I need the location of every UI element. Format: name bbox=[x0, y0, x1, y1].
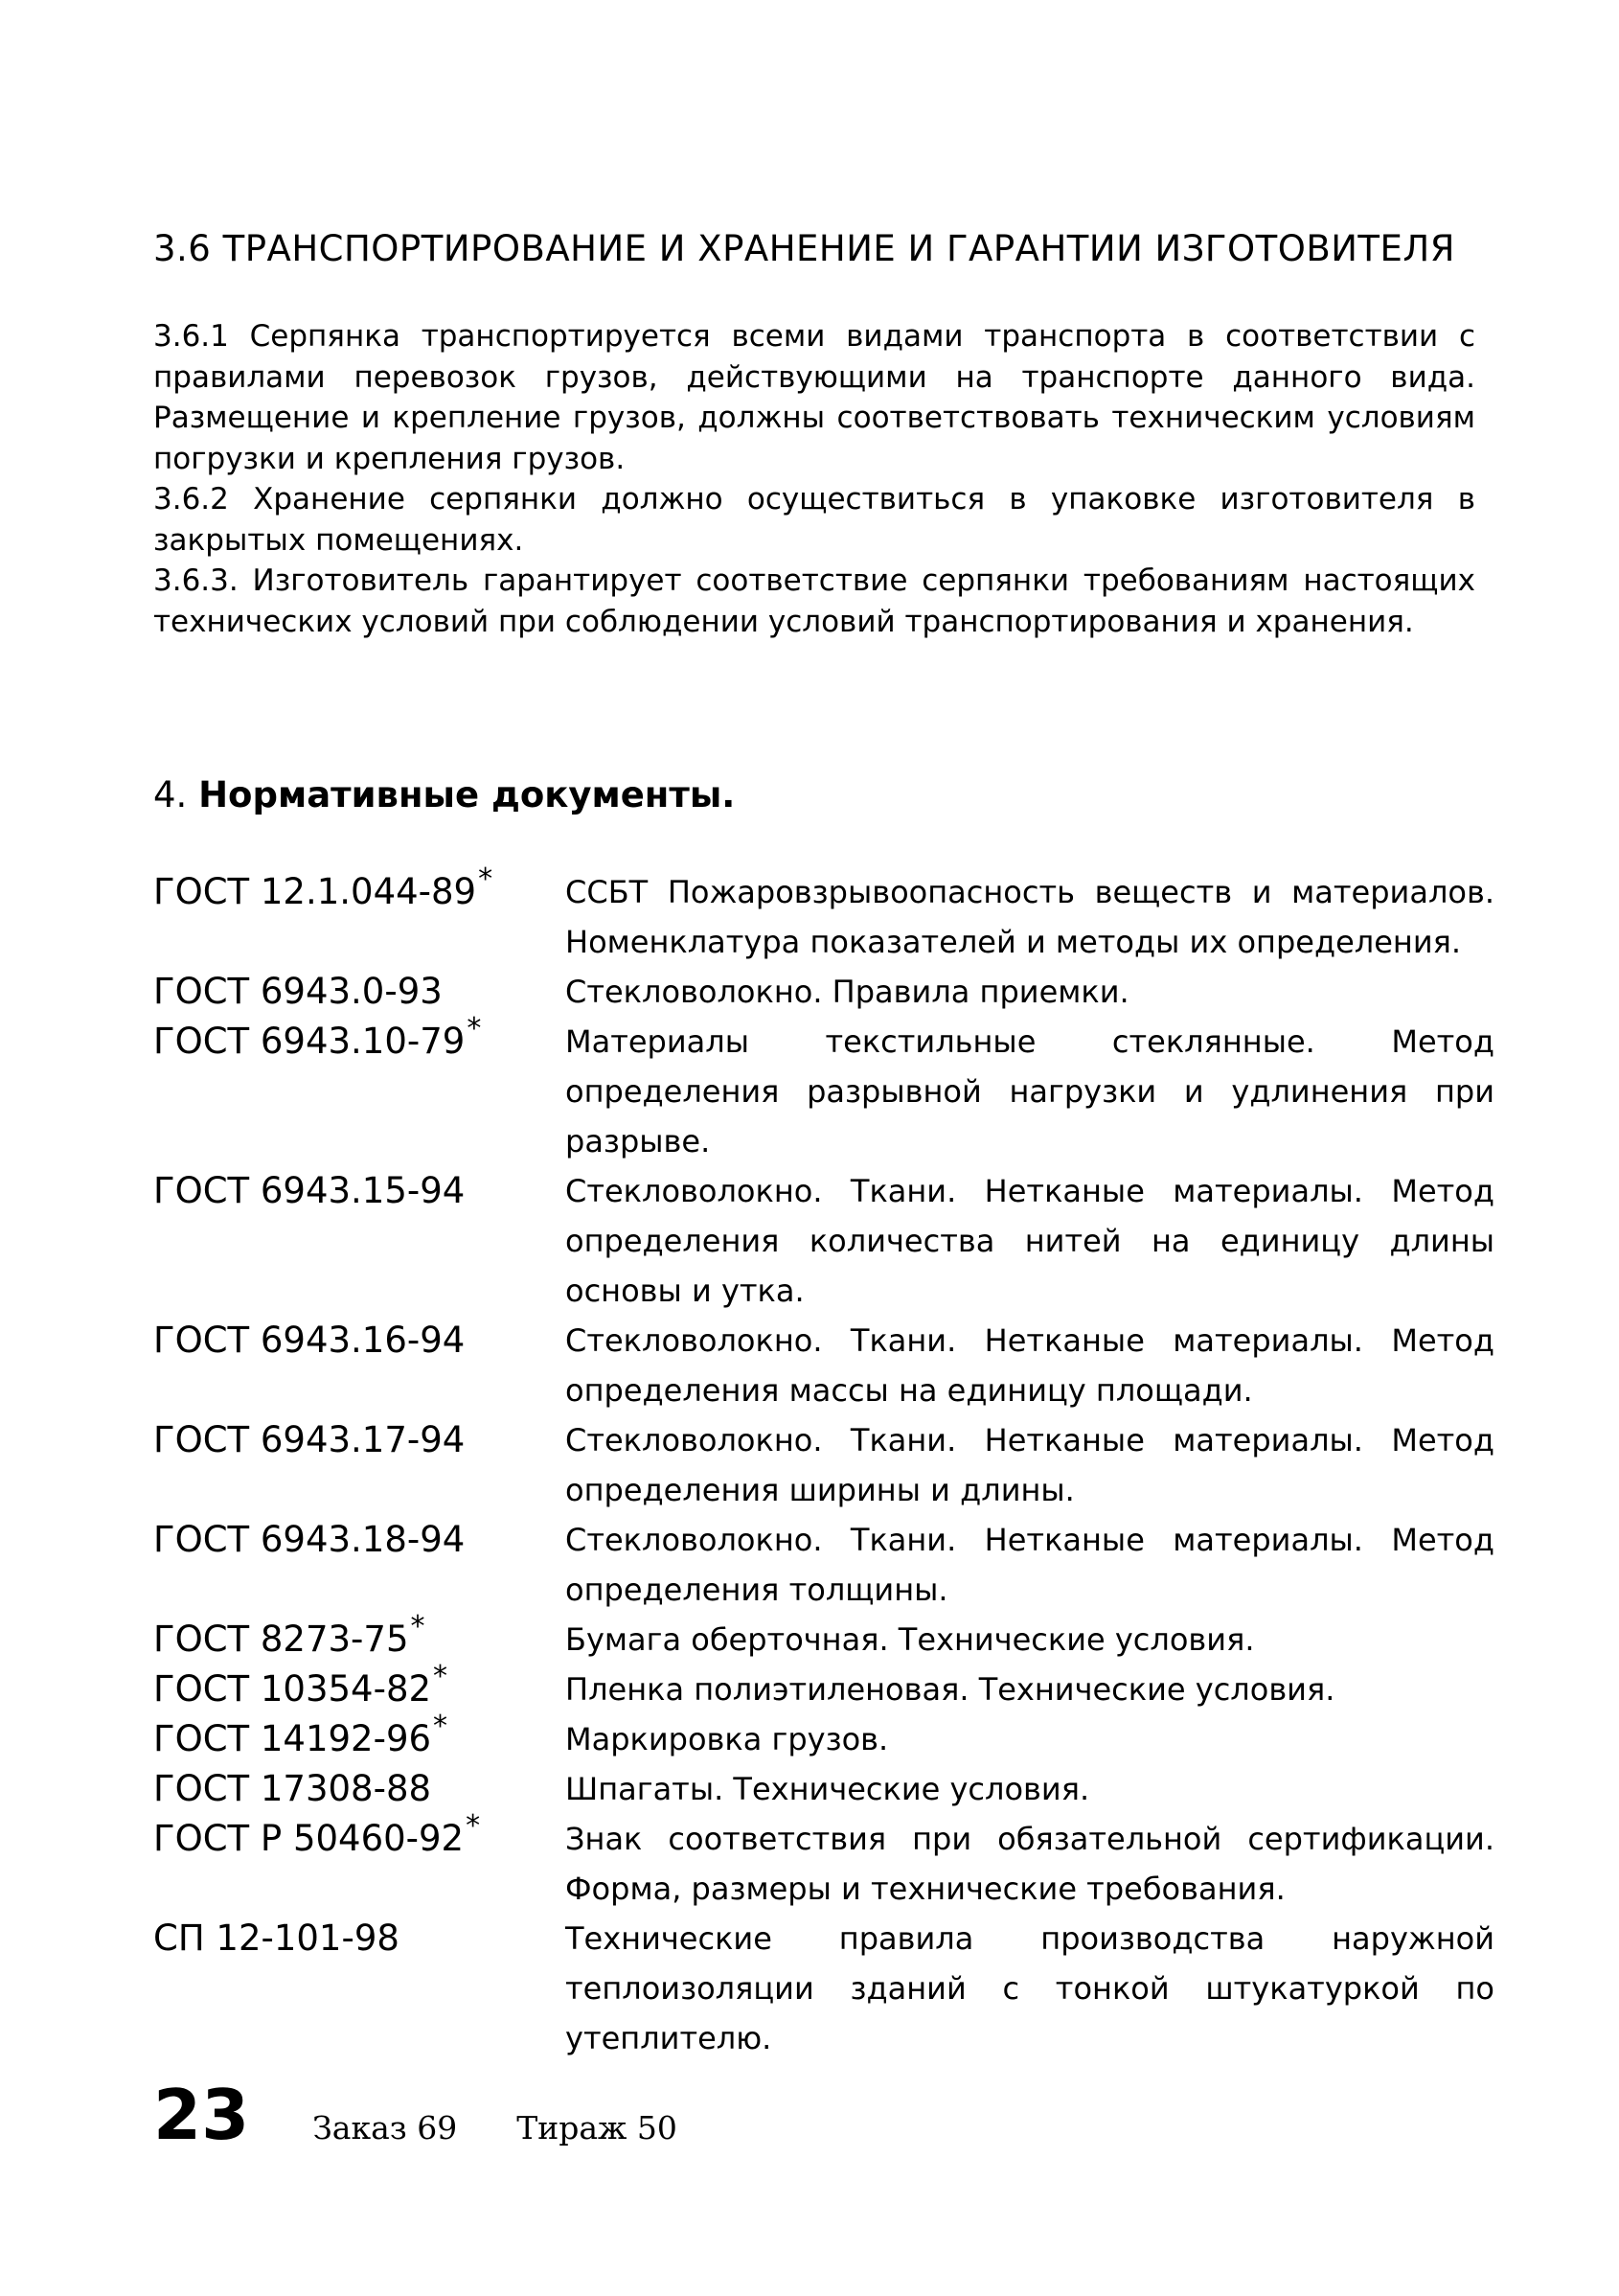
revision-asterisk-mark: * bbox=[467, 1012, 482, 1045]
document-description: Материалы текстильные стеклянные. Метод определения разрывной нагрузки и удлинения при разрыве. bbox=[565, 1023, 1494, 1159]
document-description: ССБТ Пожаровзрывоопасность веществ и материалов. Номенклатура показателей и методы их определения. bbox=[565, 874, 1494, 960]
revision-asterisk-mark: * bbox=[410, 1610, 425, 1643]
document-code-text: ГОСТ 6943.15-94 bbox=[153, 1170, 466, 1211]
document-code-text: ГОСТ 6943.0-93 bbox=[153, 971, 443, 1012]
revision-asterisk-mark: * bbox=[478, 862, 493, 896]
document-description: Стекловолокно. Ткани. Нетканые материалы. Метод определения массы на единицу площади. bbox=[565, 1322, 1494, 1409]
document-description: Пленка полиэтиленовая. Технические условия. bbox=[565, 1671, 1335, 1708]
document-description: Технические правила производства наружной теплоизоляции зданий с тонкой штукатуркой по утеплителю. bbox=[565, 1920, 1494, 2056]
print-run: Тираж 50 bbox=[516, 2109, 677, 2147]
document-code-text: ГОСТ 14192-96 bbox=[153, 1718, 432, 1759]
section-4-title: Нормативные документы. bbox=[198, 774, 736, 815]
document-row bbox=[153, 1012, 1494, 1166]
document-code bbox=[153, 1012, 565, 1166]
revision-asterisk-mark: * bbox=[433, 1710, 448, 1743]
document-row bbox=[153, 1415, 1494, 1515]
document-code bbox=[153, 1515, 565, 1615]
document-code-text: ГОСТ 6943.10-79 bbox=[153, 1021, 466, 1062]
page-number: 23 bbox=[153, 2075, 250, 2155]
document-code bbox=[153, 1660, 565, 1714]
section-3-6-body bbox=[153, 316, 1475, 642]
document-description: Маркировка грузов. bbox=[565, 1721, 889, 1757]
document-description: Стекловолокно. Ткани. Нетканые материалы. Метод определения количества нитей на единицу длины основы и утка. bbox=[565, 1173, 1494, 1309]
document-description: Шпагаты. Технические условия. bbox=[565, 1771, 1090, 1807]
section-4-heading bbox=[153, 774, 735, 815]
document-row bbox=[153, 1515, 1494, 1615]
document-description: Стекловолокно. Правила приемки. bbox=[565, 974, 1129, 1010]
document-code bbox=[153, 1914, 565, 2063]
document-code bbox=[153, 862, 565, 967]
section-4-number: 4. bbox=[153, 774, 188, 815]
document-code-text: ГОСТ Р 50460-92 bbox=[153, 1818, 465, 1859]
document-code bbox=[153, 1166, 565, 1316]
document-description: Стекловолокно. Ткани. Нетканые материалы. Метод определения толщины. bbox=[565, 1522, 1494, 1608]
document-code-text: СП 12-101-98 bbox=[153, 1917, 399, 1959]
document-code bbox=[153, 1415, 565, 1515]
revision-asterisk-mark: * bbox=[433, 1660, 448, 1693]
document-code-text: ГОСТ 6943.17-94 bbox=[153, 1419, 466, 1460]
normative-documents-list bbox=[153, 862, 1494, 2063]
document-code bbox=[153, 1764, 565, 1814]
paragraph-3-6-2: 3.6.2 Хранение серпянки должно осуществиться в упаковке изготовителя в закрытых помещениях. bbox=[153, 482, 1475, 558]
document-code bbox=[153, 967, 565, 1017]
document-row bbox=[153, 862, 1494, 967]
document-code-text: ГОСТ 10354-82 bbox=[153, 1668, 432, 1710]
document-code-text: ГОСТ 17308-88 bbox=[153, 1768, 432, 1809]
order-number: Заказ 69 bbox=[312, 2109, 458, 2147]
document-description: Знак соответствия при обязательной сертификации. Форма, размеры и технические требования. bbox=[565, 1821, 1494, 1907]
paragraph-3-6-1: 3.6.1 Серпянка транспортируется всеми видами транспорта в соответствии с правилами перевозок грузов, действующими на транспорте данного вида. Размещение и крепление грузов, должны соответствовать техническим условиям погрузки и крепления грузов. bbox=[153, 319, 1475, 476]
document-code bbox=[153, 1610, 565, 1665]
document-code-text: ГОСТ 6943.18-94 bbox=[153, 1519, 466, 1560]
document-code bbox=[153, 1710, 565, 1764]
document-description: Стекловолокно. Ткани. Нетканые материалы. Метод определения ширины и длины. bbox=[565, 1422, 1494, 1508]
document-row bbox=[153, 967, 1494, 1017]
document-code bbox=[153, 1316, 565, 1415]
document-row bbox=[153, 1764, 1494, 1814]
document-row bbox=[153, 1914, 1494, 2063]
section-3-6-title: 3.6 ТРАНСПОРТИРОВАНИЕ И ХРАНЕНИЕ И ГАРАНТИИ ИЗГОТОВИТЕЛЯ bbox=[153, 228, 1455, 269]
document-code bbox=[153, 1809, 565, 1914]
revision-asterisk-mark: * bbox=[466, 1809, 481, 1843]
document-row bbox=[153, 1166, 1494, 1316]
document-row bbox=[153, 1660, 1494, 1714]
document-code-text: ГОСТ 8273-75 bbox=[153, 1619, 409, 1660]
paragraph-3-6-3: 3.6.3. Изготовитель гарантирует соответствие серпянки требованиям настоящих технических условий при соблюдении условий транспортирования и хранения. bbox=[153, 563, 1475, 639]
page-footer bbox=[153, 2075, 737, 2155]
document-code-text: ГОСТ 6943.16-94 bbox=[153, 1320, 466, 1361]
document-code-text: ГОСТ 12.1.044-89 bbox=[153, 871, 477, 912]
document-row bbox=[153, 1809, 1494, 1914]
document-row bbox=[153, 1610, 1494, 1665]
document-row bbox=[153, 1316, 1494, 1415]
document-row bbox=[153, 1710, 1494, 1764]
document-description: Бумага оберточная. Технические условия. bbox=[565, 1621, 1255, 1658]
